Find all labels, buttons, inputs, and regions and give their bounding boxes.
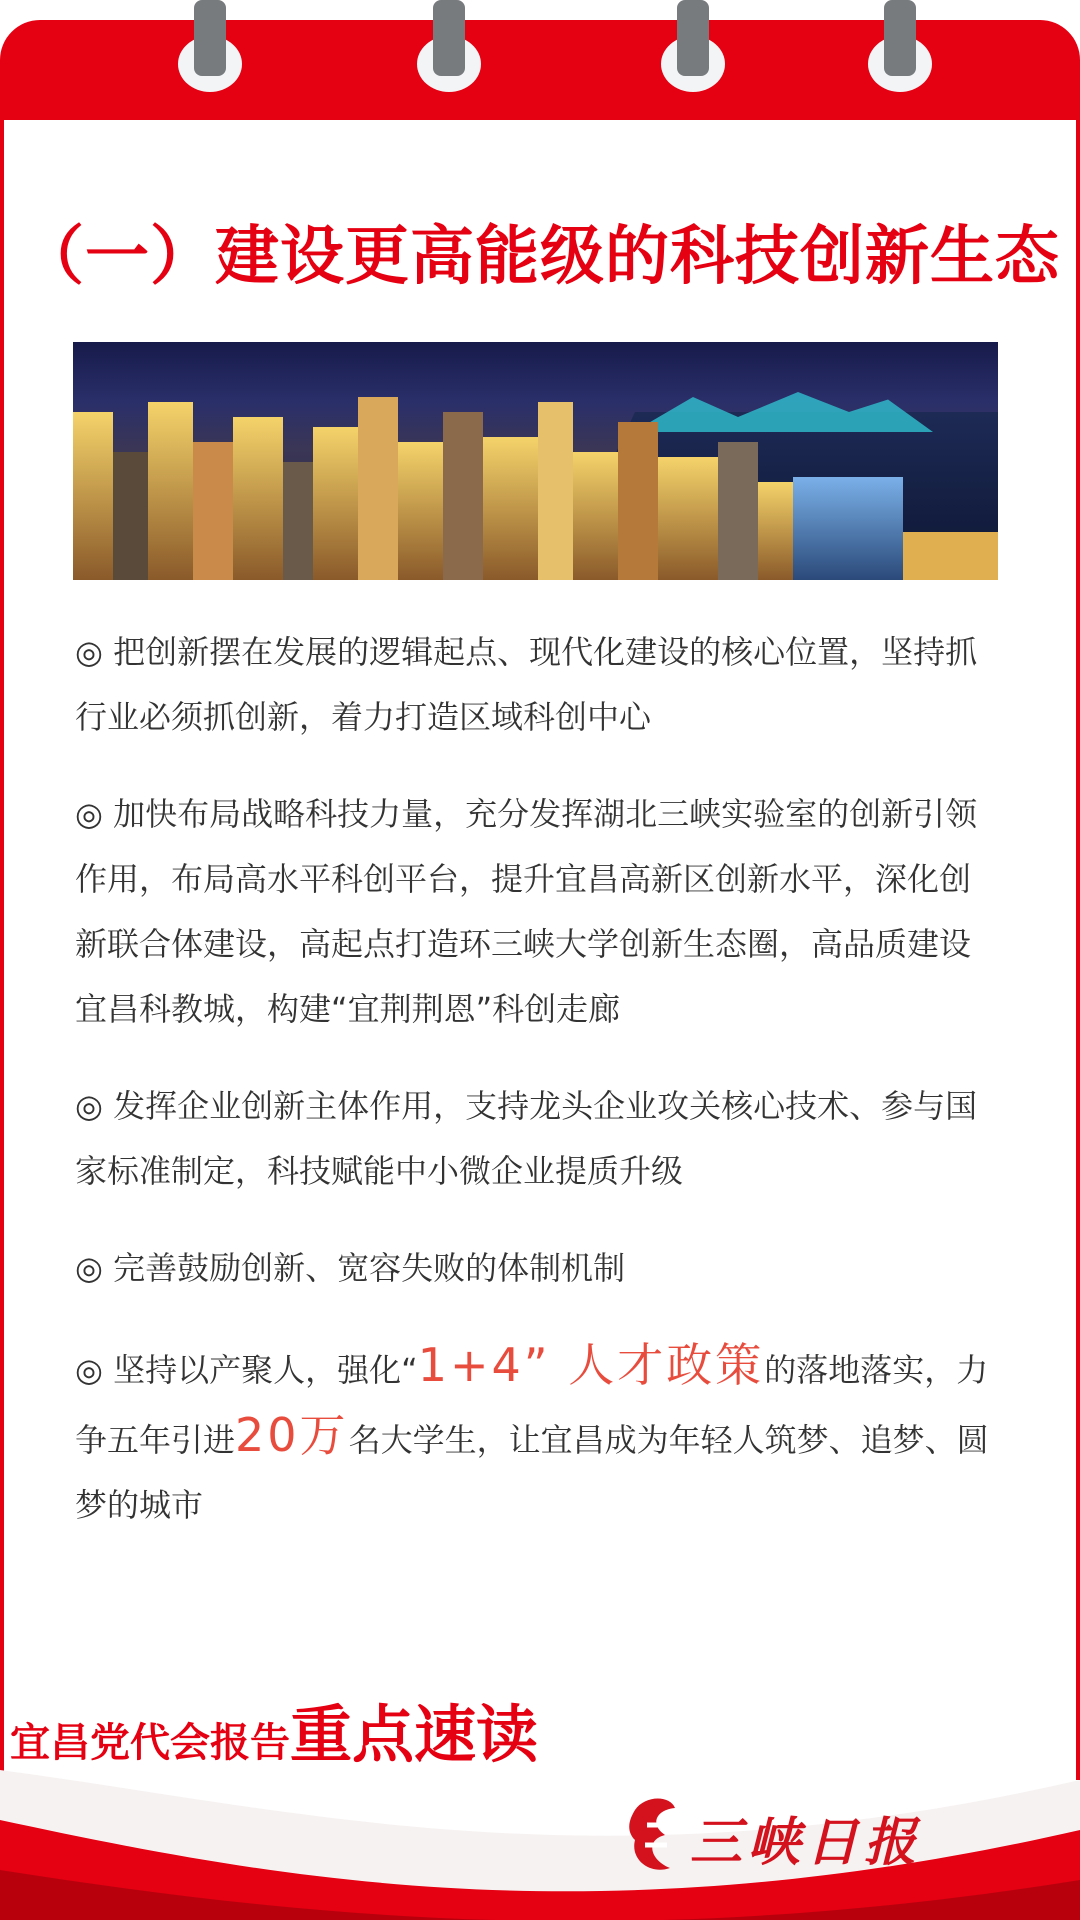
frame-left-edge (0, 120, 4, 1780)
graduates-count-highlight: 20万 (235, 1408, 349, 1462)
logo-text: 三峡日报 (690, 1812, 923, 1873)
talent-policy-highlight: 1+4” 人才政策 (417, 1338, 765, 1392)
binder-ring-icon (661, 0, 725, 96)
paragraph-1: ◎ 把创新摆在发展的逻辑起点、现代化建设的核心位置，坚持抓行业必须抓创新，着力打造区域科创中心 (75, 633, 978, 736)
paragraph-5 (75, 1333, 1000, 1538)
city-night-photo (73, 342, 998, 580)
paragraph-2: ◎ 加快布局战略科技力量，充分发挥湖北三峡实验室的创新引领作用，布局高水平科创平台，提升宜昌高新区创新水平，深化创新联合体建设，高起点打造环三峡大学创新生态圈，高品质建设宜昌科教城，构建“宜荆荆恩”科创走廊 (75, 795, 978, 1028)
report-brand-big: 重点速读 (290, 1698, 539, 1771)
city-skyline (73, 342, 998, 580)
paragraph-3: ◎ 发挥企业创新主体作用，支持龙头企业攻关核心技术、参与国家标准制定，科技赋能中小微企业提质升级 (75, 1087, 978, 1190)
paragraph-5-part2: 的落地落实，力争五年引进 (75, 1351, 989, 1459)
report-brand-small: 宜昌党代会报告 (10, 1720, 290, 1766)
frame-right-edge (1076, 120, 1080, 1780)
binder-ring-icon (417, 0, 481, 96)
section-title: （一）建设更高能级的科技创新生态 (20, 220, 1060, 294)
binder-ring-icon (868, 0, 932, 96)
content-body (75, 620, 1000, 1570)
paragraph-5-part1: ◎ 坚持以产聚人，强化“ (75, 1351, 418, 1389)
binder-ring-icon (178, 0, 242, 96)
paragraph-4: ◎ 完善鼓励创新、宽容失败的体制机制 (75, 1249, 626, 1287)
paragraph-5-part3: 名大学生，让宜昌成为年轻人筑梦、追梦、圆梦的城市 (75, 1421, 989, 1524)
